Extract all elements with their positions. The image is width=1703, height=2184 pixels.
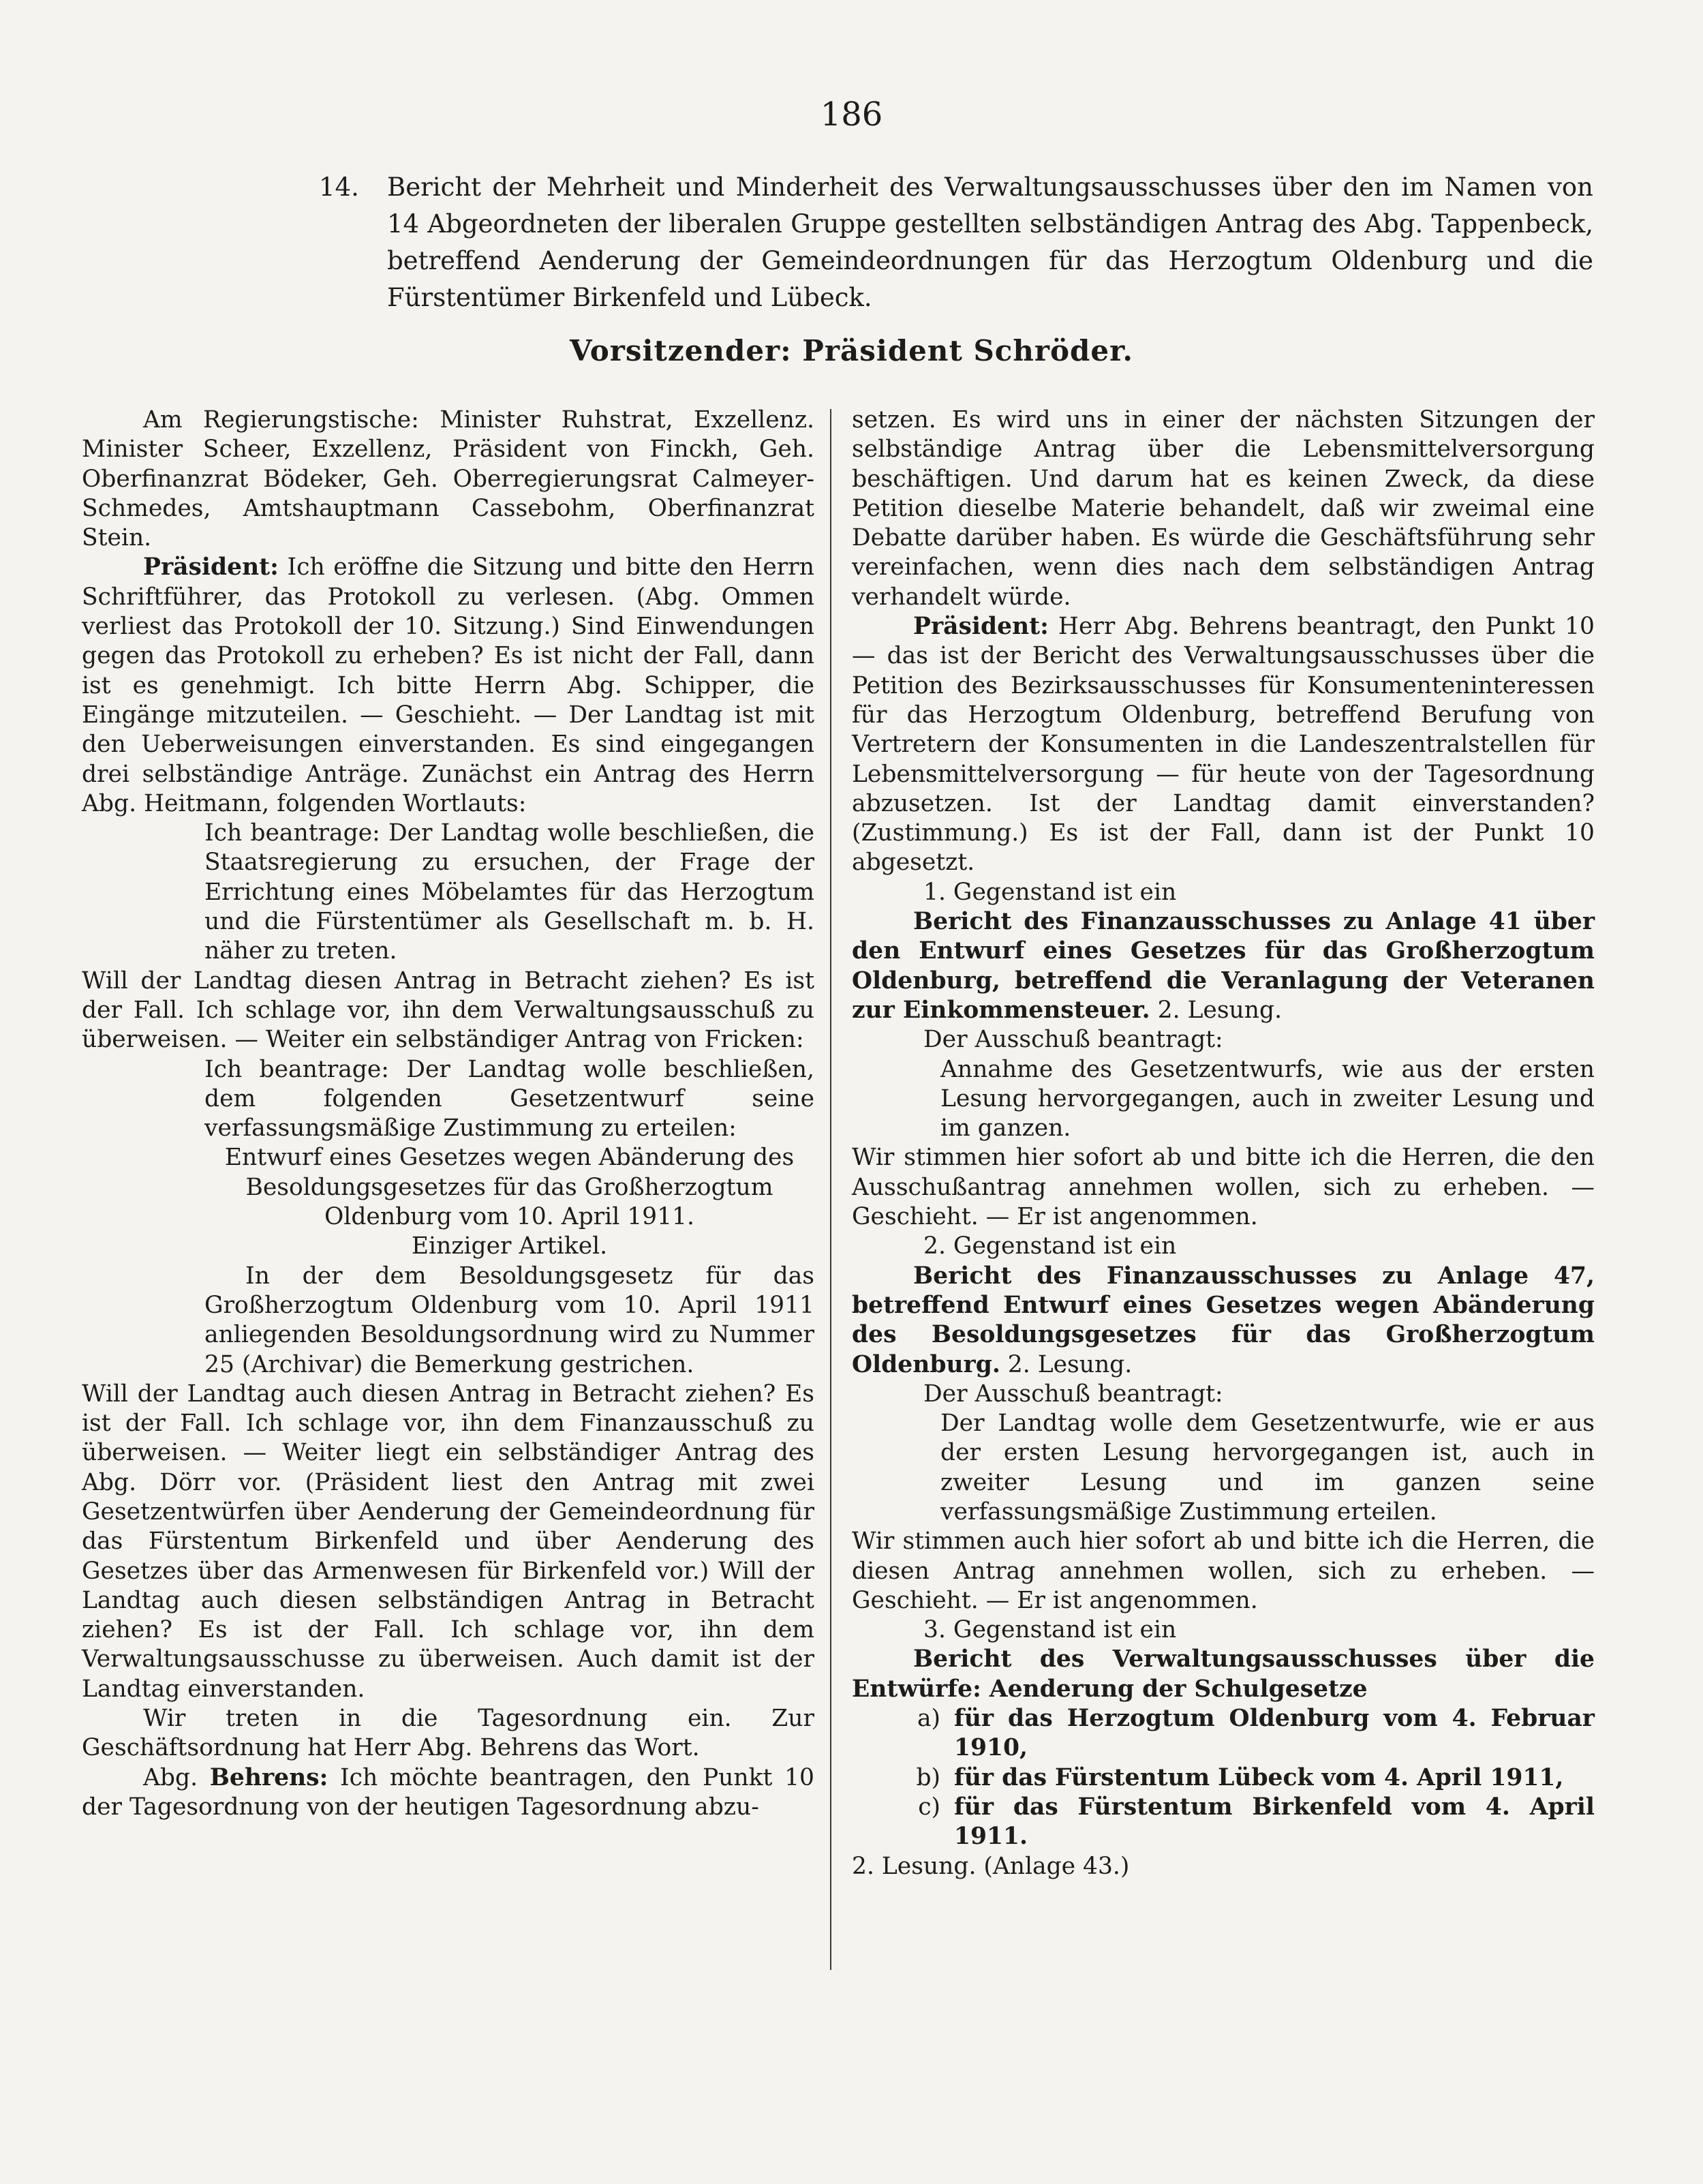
- behrens-speech: [82, 1763, 814, 1823]
- item-1-reading: 2. Lesung.: [1150, 996, 1283, 1024]
- item-1-report: [852, 907, 1595, 1025]
- item-3-entry-c: [852, 1793, 1595, 1852]
- item-2-intro: 2. Gegenstand ist ein: [923, 1232, 1177, 1260]
- speaker-label: Präsident:: [913, 613, 1049, 641]
- item-2-committee-motion: Der Landtag wolle dem Gesetzentwurfe, wie er aus der ersten Lesung hervorgegangen ist, auch in zweiter Lesung und im ganzen seine verfassungsmäßige Zustimmung erteilen.: [940, 1410, 1595, 1526]
- item-3-intro: 3. Gegenstand ist ein: [923, 1616, 1177, 1644]
- president-speech-2: [852, 612, 1595, 878]
- item-1-title: Bericht des Finanzausschusses zu Anlage 41 über den Entwurf eines Gesetzes für das Großherzogtum Oldenburg, betreffend die Veranlagung der Veteranen zur Einkommensteuer.: [852, 908, 1595, 1024]
- entry-text: für das Herzogtum Oldenburg vom 4. Februar 1910,: [954, 1705, 1595, 1762]
- speech-continuation-2: Will der Landtag auch diesen Antrag in Betracht ziehen? Es ist der Fall. Ich schlage vor, ihn dem Finanzausschuß zu überweisen. — Weiter liegt ein selbständiger Antrag des Abg. Dörr vor. (Präsident liest den Antrag mit zwei Gesetzentwürfen über Aenderung der Gemeindeordnung für das Fürstentum Birkenfeld und über Aenderung des Gesetzes über das Armenwesen für Birkenfeld vor.) Will der Landtag auch diesen selbständigen Antrag in Betracht ziehen? Es ist der Fall. Ich schlage vor, ihn dem Verwaltungsausschusse zu überweisen. Auch damit ist der Landtag einverstanden.: [82, 1380, 814, 1703]
- item-3-reading: 2. Lesung. (Anlage 43.): [852, 1852, 1130, 1880]
- chair-heading: Vorsitzender: Präsident Schröder.: [569, 334, 1134, 367]
- item-3-entry-b: [852, 1763, 1595, 1793]
- item-2-report: [852, 1262, 1595, 1380]
- behrens-speech-continued: setzen. Es wird uns in einer der nächsten Sitzungen der selbständige Antrag über die Lebensmittelversorgung beschäftigen. Und darum hat es keinen Zweck, da diese Petition dieselbe Materie behandelt, daß wir zweimal eine Debatte darüber haben. Es würde die Geschäftsführung sehr vereinfachen, wenn dies nach dem selbständigen Antrag verhandelt würde.: [852, 406, 1595, 611]
- speaker-prefix: Abg.: [143, 1763, 210, 1791]
- entry-label: a): [917, 1705, 940, 1733]
- item-1-committee-motion: Annahme des Gesetzentwurfs, wie aus der ersten Lesung hervorgegangen, auch in zweiter Lesung und im ganzen.: [940, 1055, 1595, 1142]
- page-number: 186: [820, 95, 883, 134]
- president-speech-1: [82, 553, 814, 819]
- item-3-title: Bericht des Verwaltungsausschusses über die Entwürfe: Aenderung der Schulgesetze: [852, 1645, 1595, 1703]
- sole-article-heading: Einziger Artikel.: [411, 1232, 608, 1260]
- agenda-item-text: Bericht der Mehrheit und Minderheit des Verwaltungsausschusses über den im Namen von 14 Abgeordneten der liberalen Gruppe gestellten selbständigen Antrag des Abg. Tappenbeck, betreffend Aenderung der Gemeindeordnungen für das Herzogtum Oldenburg und die Fürstentümer Birkenfeld und Lübeck.: [387, 172, 1593, 312]
- column-divider: [830, 409, 831, 1970]
- speech-text: Ich eröffne die Sitzung und bitte den Herrn Schriftführer, das Protokoll zu verlesen. (Abg. Ommen verliest das Protokoll der 10. Sitzung.) Sind Einwendungen gegen das Protokoll zu erheben? Es ist nicht der Fall, dann ist es genehmigt. Ich bitte Herrn Abg. Schipper, die Eingänge mitzuteilen. — Geschieht. — Der Landtag ist mit den Ueberweisungen einverstanden. Es sind eingegangen drei selbständige Anträge. Zunächst ein Antrag des Herrn Abg. Heitmann, folgenden Wortlauts:: [82, 553, 814, 817]
- item-2-vote: Wir stimmen auch hier sofort ab und bitte ich die Herren, die diesen Antrag annehmen wollen, sich zu erheben. — Geschieht. — Er ist angenommen.: [852, 1528, 1595, 1614]
- motion-heitmann: Ich beantrage: Der Landtag wolle beschließen, die Staatsregierung zu ersuchen, der Frage der Errichtung eines Möbelamtes für das Herzogtum und die Fürstentümer als Gesellschaft m. b. H. näher zu treten.: [204, 819, 814, 965]
- speech-text: Ich möchte beantragen, den Punkt 10 der Tagesordnung von der heutigen Tagesordnung abzu-: [82, 1763, 814, 1821]
- speaker-label: Behrens:: [209, 1763, 328, 1791]
- item-2-title: Bericht des Finanzausschusses zu Anlage 47, betreffend Entwurf eines Gesetzes wegen Abänderung des Besoldungsgesetzes für das Großherzogtum Oldenburg.: [852, 1262, 1595, 1378]
- draft-law-title: Entwurf eines Gesetzes wegen Abänderung des Besoldungsgesetzes für das Großherzogtum Oldenburg vom 10. April 1911.: [224, 1144, 795, 1231]
- item-2-reading: 2. Lesung.: [1000, 1350, 1133, 1378]
- entry-text: für das Fürstentum Lübeck vom 4. April 1911,: [954, 1763, 1564, 1791]
- left-column: [82, 406, 814, 1822]
- agenda-item-number: 14.: [319, 172, 359, 202]
- item-2-committee-label: Der Ausschuß beantragt:: [923, 1380, 1223, 1408]
- right-column: [852, 406, 1595, 1881]
- entry-text: für das Fürstentum Birkenfeld vom 4. April 1911.: [954, 1793, 1595, 1851]
- entry-label: c): [918, 1793, 940, 1821]
- agenda-opening: Wir treten in die Tagesordnung ein. Zur Geschäftsordnung hat Herr Abg. Behrens das Wort.: [82, 1705, 814, 1762]
- item-1-intro: 1. Gegenstand ist ein: [923, 878, 1177, 906]
- sole-article-text: In der dem Besoldungsgesetz für das Großherzogtum Oldenburg vom 10. April 1911 anliegenden Besoldungsordnung wird zu Nummer 25 (Archivar) die Bemerkung gestrichen.: [204, 1262, 814, 1378]
- speech-text: Herr Abg. Behrens beantragt, den Punkt 10 — das ist der Bericht des Verwaltungsausschusses über die Petition des Bezirksausschusses für Konsumenteninteressen für das Herzogtum Oldenburg, betreffend Berufung von Vertretern der Konsumenten in die Landeszentralstellen für Lebensmittelversorgung — für heute von der Tagesordnung abzusetzen. Ist der Landtag damit einverstanden? (Zustimmung.) Es ist der Fall, dann ist der Punkt 10 abgesetzt.: [852, 613, 1595, 877]
- motion-fricken: Ich beantrage: Der Landtag wolle beschließen, dem folgenden Gesetzentwurf seine verfassungsmäßige Zustimmung zu erteilen:: [204, 1055, 814, 1142]
- item-1-committee-label: Der Ausschuß beantragt:: [923, 1026, 1223, 1054]
- item-3-entry-a: [852, 1704, 1595, 1763]
- agenda-item-14: [319, 169, 1593, 316]
- speech-continuation-1: Will der Landtag diesen Antrag in Betracht ziehen? Es ist der Fall. Ich schlage vor, ihn dem Verwaltungsausschuß zu überweisen. — Weiter ein selbständiger Antrag von Fricken:: [82, 967, 814, 1054]
- speaker-label: Präsident:: [143, 553, 279, 581]
- item-1-vote: Wir stimmen hier sofort ab und bitte ich die Herren, die den Ausschußantrag annehmen wollen, sich zu erheben. — Geschieht. — Er ist angenommen.: [852, 1144, 1595, 1231]
- entry-label: b): [916, 1763, 940, 1791]
- government-bench: Am Regierungstische: Minister Ruhstrat, Exzellenz. Minister Scheer, Exzellenz, Präsident von Finckh, Geh. Oberfinanzrat Bödeker, Geh. Oberregierungsrat Calmeyer-Schmedes, Amtshauptmann Cassebohm, Oberfinanzrat Stein.: [82, 406, 814, 552]
